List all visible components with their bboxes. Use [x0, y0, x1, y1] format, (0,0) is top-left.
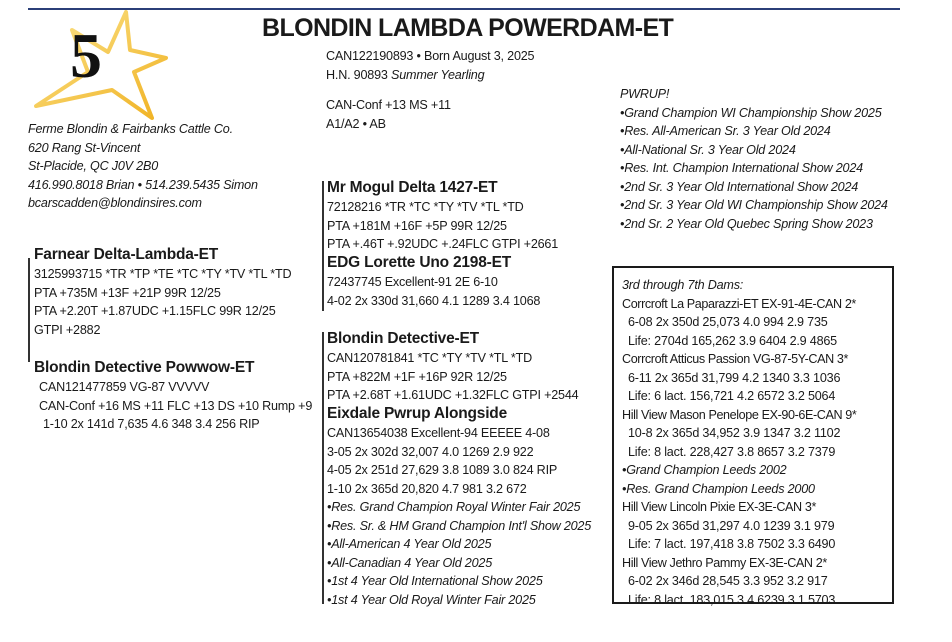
pwrup-award: •2nd Sr. 3 Year Old WI Championship Show 2024 — [620, 198, 888, 212]
dam-detail: CAN121477859 VG-87 VVVVV — [39, 380, 210, 394]
sire-sire-detail: PTA +.46T +.92UDC +.24FLC GTPI +2661 — [327, 237, 559, 251]
dam-detail: 1-10 2x 141d 7,635 4.6 348 3.4 256 RIP — [43, 417, 260, 431]
consignor-line: Ferme Blondin & Fairbanks Cattle Co. — [28, 122, 233, 136]
sire-dam-detail: 4-02 2x 330d 31,660 4.1 1289 3.4 1068 — [327, 293, 541, 308]
hn-class: Summer Yearling — [391, 67, 485, 82]
consignor-block — [28, 120, 258, 213]
pwrup-heading: PWRUP! — [620, 87, 670, 101]
sire-detail: 3125993715 *TR *TP *TE *TC *TY *TV *TL *TD — [34, 267, 292, 281]
dam-dam-award: •Res. Grand Champion Royal Winter Fair 2025 — [327, 500, 581, 514]
dam-block — [34, 358, 312, 434]
dam-dam-block — [327, 404, 591, 609]
sire-bracket — [28, 258, 30, 362]
sire-detail: GTPI +2882 — [34, 322, 101, 337]
sire-sire-block — [327, 178, 558, 254]
sire-sire-detail: 72128216 *TR *TC *TY *TV *TL *TD — [327, 200, 524, 214]
dam-sire-bracket — [322, 332, 324, 604]
sire-detail: PTA +2.20T +1.87UDC +1.15FLC 99R 12/25 — [34, 304, 276, 318]
sire-dam-name: EDG Lorette Uno 2198-ET — [327, 254, 512, 271]
pwrup-award: •Grand Champion WI Championship Show 2025 — [620, 105, 882, 120]
dam-sire-detail: CAN120781841 *TC *TY *TV *TL *TD — [327, 351, 532, 365]
consignor-line: 416.990.8018 Brian • 514.239.5435 Simon — [28, 177, 258, 192]
extended-dam-name: Hill View Mason Penelope EX-90-6E-CAN 9* — [622, 407, 857, 422]
extended-dam-record: 6-08 2x 350d 25,073 4.0 994 2.9 735 — [628, 315, 828, 329]
extended-dams-content — [622, 276, 888, 609]
dam-dam-detail: 3-05 2x 302d 32,007 4.0 1269 2.9 922 — [327, 444, 534, 459]
dam-dam-award: •All-Canadian 4 Year Old 2025 — [327, 555, 493, 570]
consignor-line: bcarscadden@blondinsires.com — [28, 196, 202, 210]
dam-dam-award: •1st 4 Year Old Royal Winter Fair 2025 — [327, 592, 536, 607]
extended-dam-record: 6-02 2x 346d 28,545 3.3 952 3.2 917 — [628, 574, 828, 588]
dam-dam-detail: 1-10 2x 365d 20,820 4.7 981 3.2 672 — [327, 481, 527, 496]
extended-dam-lifetime: Life: 7 lact. 197,418 3.8 7502 3.3 6490 — [628, 537, 836, 551]
dam-detail: CAN-Conf +16 MS +11 FLC +13 DS +10 Rump +9 — [39, 398, 313, 413]
dam-name: Blondin Detective Powwow-ET — [34, 359, 255, 376]
pwrup-award: •2nd Sr. 2 Year Old Quebec Spring Show 2023 — [620, 216, 873, 231]
sire-dam-block — [327, 253, 540, 310]
pwrup-awards — [620, 85, 888, 233]
extended-dams-box — [612, 266, 894, 607]
sire-dam-detail: 72437745 Excellent-91 2E 6-10 — [327, 275, 498, 289]
animal-info — [326, 47, 534, 133]
dam-sire-name: Blondin Detective-ET — [327, 330, 479, 347]
lot-number: 5 — [70, 20, 102, 91]
dam-dam-detail: CAN13654038 Excellent-94 EEEEE 4-08 — [327, 426, 550, 440]
sire-sire-name: Mr Mogul Delta 1427-ET — [327, 179, 498, 196]
hn-number: H.N. 90893 — [326, 67, 388, 82]
dam-dam-award: •1st 4 Year Old International Show 2025 — [327, 574, 543, 588]
consignor-line: St-Placide, QC J0V 2B0 — [28, 159, 158, 173]
dam-dam-award: •Res. Sr. & HM Grand Champion Int'l Show 2025 — [327, 518, 592, 533]
extended-dam-record: 10-8 2x 365d 34,952 3.9 1347 3.2 1102 — [628, 426, 841, 440]
hn-line — [326, 66, 534, 85]
a1a2-line: A1/A2 • AB — [326, 116, 386, 131]
extended-dam-award: •Grand Champion Leeds 2002 — [622, 463, 787, 477]
sire-sire-bracket — [322, 181, 324, 311]
extended-dam-lifetime: Life: 8 lact. 228,427 3.8 8657 3.2 7379 — [628, 444, 836, 459]
extended-dam-lifetime: Life: 6 lact. 156,721 4.2 6572 3.2 5064 — [628, 389, 836, 403]
sire-name: Farnear Delta-Lambda-ET — [34, 246, 219, 263]
dam-sire-detail: PTA +822M +1F +16P 92R 12/25 — [327, 369, 507, 384]
extended-dam-lifetime: Life: 8 lact. 183,015 3.4 6239 3.1 5703 — [628, 592, 836, 607]
sire-detail: PTA +735M +13F +21P 99R 12/25 — [34, 285, 221, 300]
pwrup-award: •2nd Sr. 3 Year Old International Show 2024 — [620, 179, 859, 194]
sire-block — [34, 245, 291, 339]
extended-dam-award: •Res. Grand Champion Leeds 2000 — [622, 481, 815, 496]
page-title: BLONDIN LAMBDA POWERDAM-ET — [262, 14, 674, 42]
conformation-line: CAN-Conf +13 MS +11 — [326, 98, 451, 112]
extended-dams-heading: 3rd through 7th Dams: — [622, 278, 744, 292]
extended-dam-record: 6-11 2x 365d 31,799 4.2 1340 3.3 1036 — [628, 370, 841, 385]
pwrup-award: •Res. Int. Champion International Show 2024 — [620, 161, 863, 175]
extended-dam-name: Hill View Jethro Pammy EX-3E-CAN 2* — [622, 555, 827, 570]
dam-dam-award: •All-American 4 Year Old 2025 — [327, 537, 492, 551]
extended-dam-name: Corrcroft La Paparazzi-ET EX-91-4E-CAN 2* — [622, 296, 856, 311]
dam-dam-name: Eixdale Pwrup Alongside — [327, 405, 507, 422]
dam-sire-block — [327, 329, 578, 405]
consignor-line: 620 Rang St-Vincent — [28, 140, 141, 155]
dam-sire-detail: PTA +2.68T +1.61UDC +1.32FLC GTPI +2544 — [327, 388, 579, 402]
dam-dam-detail: 4-05 2x 251d 27,629 3.8 1089 3.0 824 RIP — [327, 463, 558, 477]
pwrup-award: •All-National Sr. 3 Year Old 2024 — [620, 142, 796, 157]
extended-dam-name: Hill View Lincoln Pixie EX-3E-CAN 3* — [622, 500, 816, 514]
extended-dam-lifetime: Life: 2704d 165,262 3.9 6404 2.9 4865 — [628, 333, 837, 348]
extended-dam-name: Corrcroft Atticus Passion VG-87-5Y-CAN 3* — [622, 352, 849, 366]
sire-sire-detail: PTA +181M +16F +5P 99R 12/25 — [327, 218, 507, 233]
extended-dam-record: 9-05 2x 365d 31,297 4.0 1239 3.1 979 — [628, 518, 835, 533]
pwrup-award: •Res. All-American Sr. 3 Year Old 2024 — [620, 124, 831, 138]
registration-line: CAN122190893 • Born August 3, 2025 — [326, 49, 535, 63]
